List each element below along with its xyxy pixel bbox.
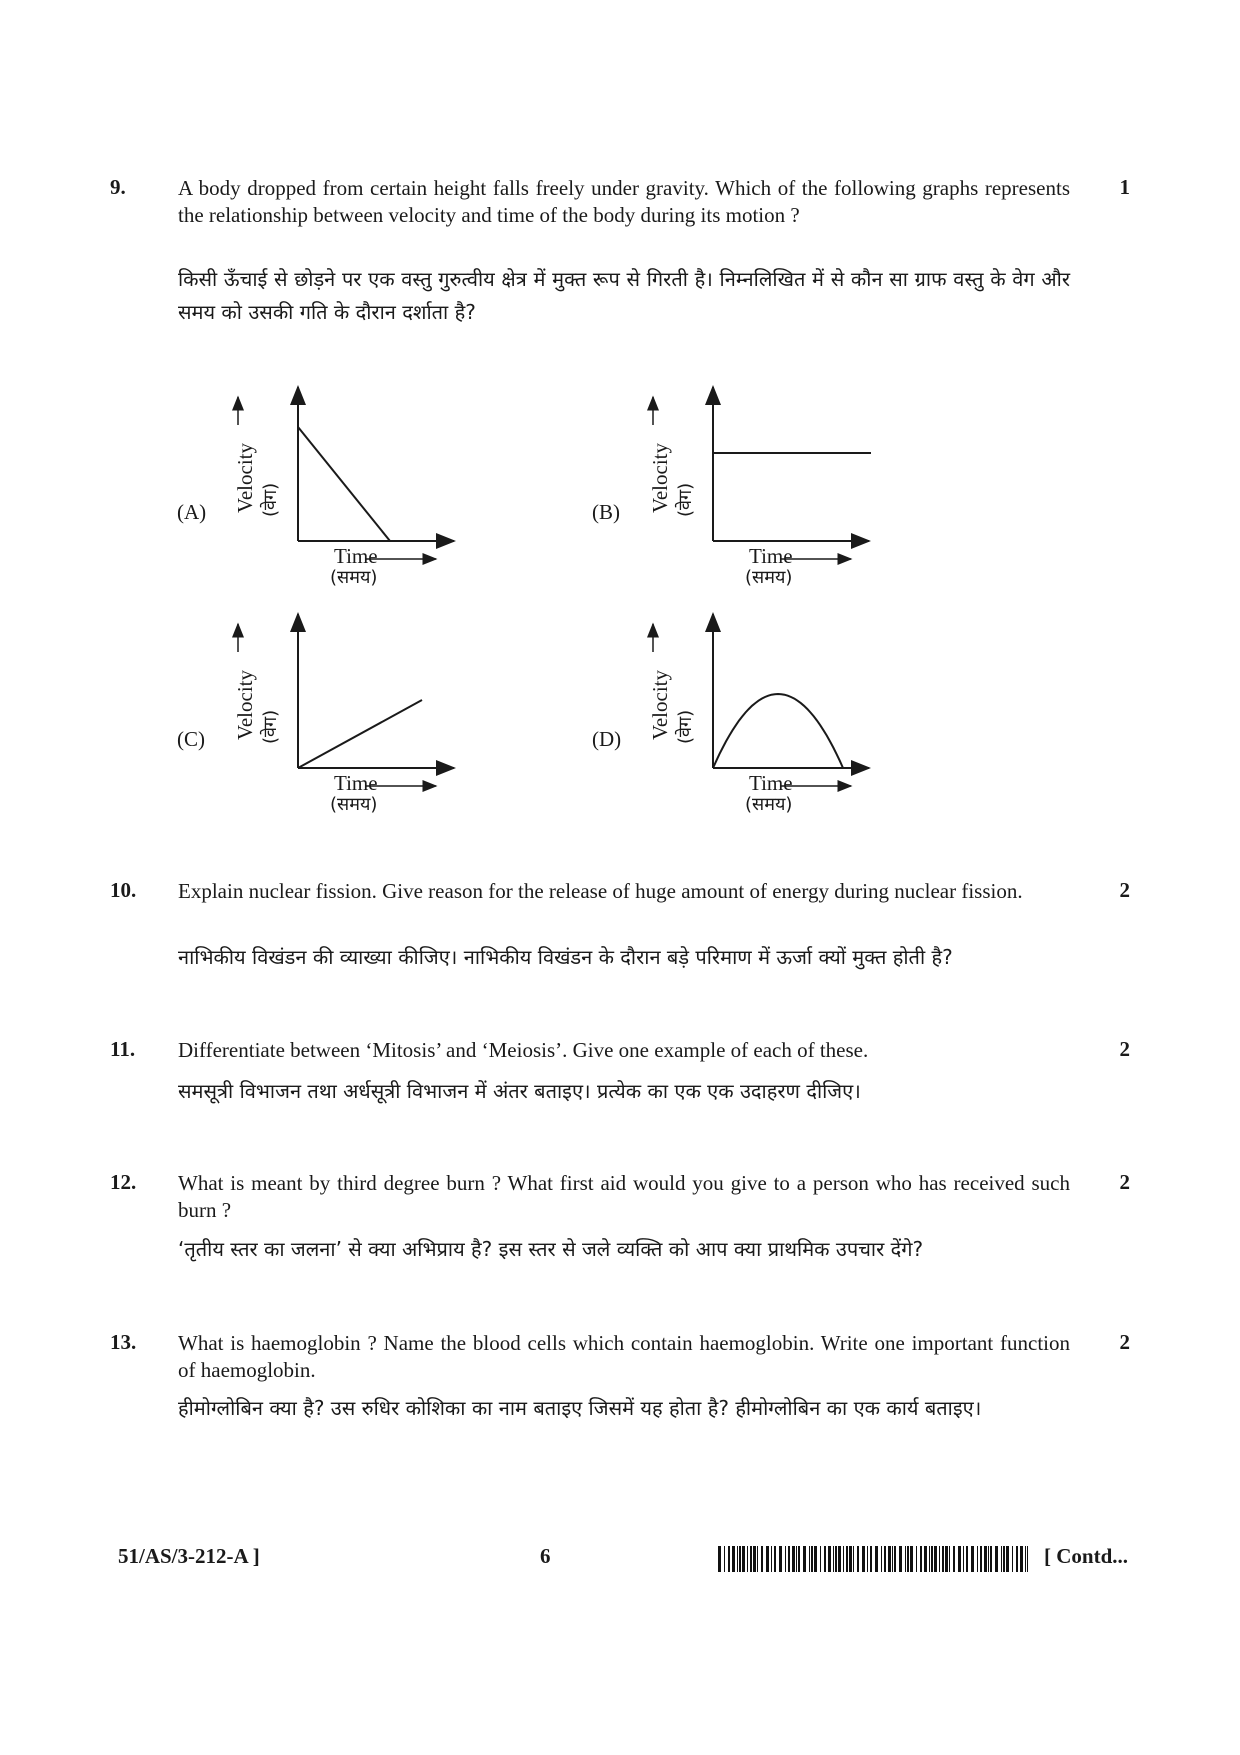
barcode-bar [811, 1546, 813, 1572]
barcode-bar [934, 1546, 937, 1572]
series-line [298, 427, 390, 541]
barcode-bar [931, 1546, 933, 1572]
barcode-bar [905, 1546, 906, 1572]
barcode-bar [771, 1546, 772, 1572]
barcode-bar [971, 1546, 974, 1572]
graph-a [232, 385, 462, 588]
barcode-bar [753, 1546, 756, 1572]
barcode-bar [929, 1546, 930, 1572]
barcode-bar [779, 1546, 782, 1572]
barcode-bar [984, 1546, 987, 1572]
barcode-bar [718, 1546, 721, 1572]
question-text-hindi: नाभिकीय विखंडन की व्याख्या कीजिए। नाभिकीय विखंडन के दौरान बड़े परिमाण में ऊर्जा क्यों मुक्त होती है? [178, 945, 953, 969]
barcode-bar [803, 1546, 806, 1572]
graph-d [647, 612, 877, 815]
barcode-bar [792, 1546, 795, 1572]
x-axis-label-hindi: (समय) [745, 794, 793, 815]
barcode-bar [875, 1546, 878, 1572]
graph-c [232, 612, 462, 815]
barcode-bar [828, 1546, 831, 1572]
barcode-bar [924, 1546, 927, 1572]
x-axis-label-hindi: (समय) [745, 567, 793, 588]
graph-b [647, 385, 877, 588]
barcode-bar [737, 1546, 738, 1572]
y-axis-label: Velocity [233, 670, 257, 740]
y-axis-label-hindi: (वेग) [260, 709, 281, 744]
barcode-bar [732, 1546, 735, 1572]
barcode-bar [757, 1546, 758, 1572]
question-text-hindi: समसूत्री विभाजन तथा अर्धसूत्री विभाजन में अंतर बताइए। प्रत्येक का एक एक उदाहरण दीजिए। [178, 1079, 861, 1103]
marks: 2 [1119, 1037, 1130, 1061]
barcode-bar [942, 1546, 944, 1572]
barcode-bar [761, 1546, 763, 1572]
barcode-bar [809, 1546, 810, 1572]
barcode-bar [980, 1546, 982, 1572]
series-line [298, 700, 422, 768]
question-text-english: What is meant by third degree burn ? What first aid would you give to a person who has received such burn ? [178, 1171, 1070, 1222]
barcode-bar [747, 1546, 748, 1572]
question-text-english: What is haemoglobin ? Name the blood cells which contain haemoglobin. Write one important function of haemoglobin. [178, 1331, 1070, 1382]
question-number: 12. [110, 1170, 137, 1194]
marks: 2 [1119, 1170, 1130, 1194]
barcode-bar [742, 1546, 745, 1572]
barcode-bar [884, 1546, 886, 1572]
x-axis-label-hindi: (समय) [330, 794, 378, 815]
series-line [713, 694, 843, 768]
page-number: 6 [540, 1544, 551, 1568]
barcode-bar [785, 1546, 786, 1572]
barcode-bar [798, 1546, 800, 1572]
question-number: 9. [110, 175, 126, 199]
x-axis-label: Time [749, 771, 793, 795]
barcode-bar [910, 1546, 913, 1572]
question-text-english: Differentiate between ‘Mitosis’ and ‘Meiosis’. Give one example of each of these. [178, 1038, 869, 1062]
barcode-bar [945, 1546, 948, 1572]
continued-label: [ Contd... [1043, 1544, 1128, 1568]
barcode-bar [916, 1546, 917, 1572]
question-number: 11. [110, 1037, 136, 1061]
marks: 2 [1119, 878, 1130, 902]
barcode-bar [881, 1546, 882, 1572]
barcode-bar [849, 1546, 852, 1572]
barcode-bar [846, 1546, 848, 1572]
barcode-bar [724, 1546, 725, 1572]
barcode-bar [1025, 1546, 1026, 1572]
option-label: (D) [592, 727, 622, 751]
barcode-bar [1003, 1546, 1005, 1572]
question-text-hindi: ‘तृतीय स्तर का जलना’ से क्या अभिप्राय है? इस स्तर से जले व्यक्ति को आप क्या प्राथमिक उपचार देंगे? [178, 1237, 924, 1261]
barcode-bar [958, 1546, 961, 1572]
barcode-bar [843, 1546, 844, 1572]
barcode-bar [739, 1546, 741, 1572]
barcode-bar [1012, 1546, 1013, 1572]
y-axis-label-hindi: (वेग) [675, 709, 696, 744]
barcode-bar [788, 1546, 790, 1572]
barcode-bar [862, 1546, 865, 1572]
y-axis-label-hindi: (वेग) [675, 482, 696, 517]
barcode-bar [870, 1546, 872, 1572]
barcode-bar [1001, 1546, 1002, 1572]
x-axis-label: Time [334, 771, 378, 795]
barcode-bar [833, 1546, 834, 1572]
question-number: 13. [110, 1330, 137, 1354]
barcode-bar [894, 1546, 896, 1572]
question-text-hindi: किसी ऊँचाई से छोड़ने पर एक वस्तु गुरुत्वीय क्षेत्र में मुक्त रूप से गिरती है। निम्नलिखित में से कौन सा ग्राफ वस्तु के वेग और समय को उसकी गति के दौरान दर्शाता है? [178, 267, 1070, 324]
barcode-bar [820, 1546, 821, 1572]
barcode-bar [966, 1546, 968, 1572]
barcode-bar [907, 1546, 909, 1572]
x-axis-label-hindi: (समय) [330, 567, 378, 588]
option-label: (B) [592, 500, 620, 524]
barcode-bar [1016, 1546, 1018, 1572]
barcode-bar [995, 1546, 998, 1572]
barcode-bar [766, 1546, 769, 1572]
barcode-bar [939, 1546, 940, 1572]
question-text-english: A body dropped from certain height falls freely under gravity. Which of the following graphs represents the relationship between velocity and time of the body during its motion ? [178, 176, 1070, 227]
barcode-bar [1006, 1546, 1009, 1572]
y-axis-label: Velocity [648, 670, 672, 740]
barcode-bar [824, 1546, 826, 1572]
barcode-bar [977, 1546, 978, 1572]
y-axis-label: Velocity [233, 443, 257, 513]
y-axis-label-hindi: (वेग) [260, 482, 281, 517]
x-axis-label: Time [749, 544, 793, 568]
barcode-bar [853, 1546, 854, 1572]
question-text-english: Explain nuclear fission. Give reason for the release of huge amount of energy during nuclear fission. [178, 879, 1023, 903]
barcode-bar [774, 1546, 776, 1572]
barcode-bar [867, 1546, 868, 1572]
question-text-hindi: हीमोग्लोबिन क्या है? उस रुधिर कोशिका का नाम बताइए जिसमें यह होता है? हीमोग्लोबिन का एक कार्य बताइए। [178, 1396, 982, 1420]
barcode-bar [750, 1546, 752, 1572]
question-number: 10. [110, 878, 137, 902]
barcode-bar [1027, 1546, 1028, 1572]
barcode-bar [949, 1546, 950, 1572]
barcode-bar [899, 1546, 902, 1572]
page-footer [118, 1544, 1128, 1578]
option-label: (A) [177, 500, 207, 524]
barcode-bar [728, 1546, 730, 1572]
option-label: (C) [177, 727, 205, 751]
barcode-bar [920, 1546, 922, 1572]
marks: 1 [1119, 175, 1130, 199]
y-axis-label: Velocity [648, 443, 672, 513]
barcode-bar [988, 1546, 989, 1572]
paper-code: 51/AS/3-212-A ] [118, 1544, 260, 1568]
barcode-bar [963, 1546, 964, 1572]
barcode [718, 1546, 1028, 1572]
barcode-bar [814, 1546, 817, 1572]
barcode-bar [838, 1546, 841, 1572]
barcode-bar [857, 1546, 859, 1572]
barcode-bar [953, 1546, 955, 1572]
x-axis-label: Time [334, 544, 378, 568]
barcode-bar [796, 1546, 797, 1572]
barcode-bar [990, 1546, 992, 1572]
marks: 2 [1119, 1330, 1130, 1354]
barcode-bar [1020, 1546, 1023, 1572]
barcode-bar [888, 1546, 891, 1572]
barcode-bar [892, 1546, 893, 1572]
barcode-bar [835, 1546, 837, 1572]
